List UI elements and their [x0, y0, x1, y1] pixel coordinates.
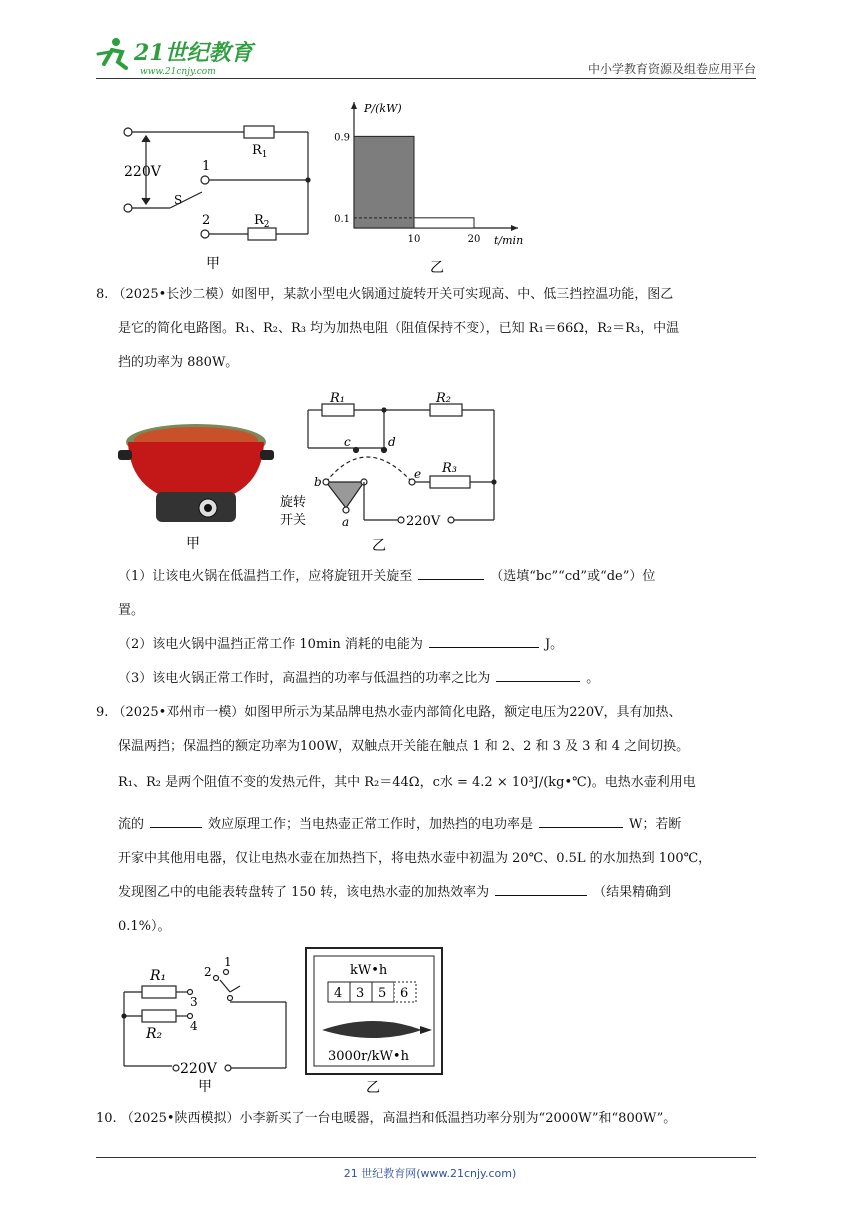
q9-fig-yi: 乙: [366, 1080, 380, 1096]
page-header: [96, 30, 756, 80]
q8-line2: 是它的简化电路图。R₁、R₂、R₃ 均为加热电阻（阻值保持不变），已知 R₁＝66Ω，R₂＝R₃，中温: [118, 321, 680, 336]
chart-bar-2: [414, 218, 474, 228]
q8-r3-label: R₃: [442, 461, 457, 476]
meter-constant: 3000r/kW•h: [328, 1049, 409, 1064]
q8-sub3-text-a: （3）该电火锅正常工作时，高温挡的功率与低温挡的功率之比为: [118, 671, 491, 686]
logo-text: 21世纪教育: [134, 40, 253, 66]
top-fig-jia: 甲: [206, 256, 220, 272]
q8-r1-label: R₁: [330, 391, 345, 406]
top-switch-label: S: [174, 193, 183, 207]
q8-sub2-text-b: J。: [544, 637, 564, 652]
footer-text: 21 世纪教育网(www.21cnjy.com): [343, 1167, 517, 1180]
q8-sub3: [118, 668, 768, 690]
q9-line2: 保温两挡；保温挡的额定功率为100W，双触点开关能在触点 1 和 2、2 和 3 及 3 和 4 之间切换。: [118, 739, 690, 754]
footer-divider: [96, 1157, 756, 1158]
q8-circuit: [308, 404, 496, 523]
chart-bar-1: [354, 136, 414, 228]
q9-blank-2[interactable]: [539, 815, 623, 828]
q8-line3: 挡的功率为 880W。: [118, 355, 239, 370]
q9-line4-c: W；若断: [629, 817, 682, 832]
q8-r2-label: R₂: [436, 391, 451, 406]
q8-fig-jia: 甲: [186, 536, 200, 552]
platform-name: 中小学教育资源及组卷应用平台: [587, 62, 756, 76]
q10-line1: 10. （2025•陕西模拟）小李新买了一台电暖器，高温挡和低温挡功率分别为“2000W”和“800W”。: [96, 1111, 677, 1126]
q8-a-label: a: [342, 515, 350, 529]
logo-url: www.21cnjy.com: [140, 67, 216, 77]
q8-sub3-text-b: 。: [586, 671, 600, 686]
q8-knob-label-2: 开关: [280, 513, 307, 528]
q9-n1-label: 1: [224, 955, 232, 969]
q9-circuit: [122, 970, 286, 1072]
top-r2-label: $R_2$: [254, 213, 270, 230]
q9-figure: [116, 946, 446, 1096]
meter-digit-4: 6: [400, 986, 409, 1001]
q8-sub2: [118, 634, 768, 656]
top-pos2-label: 2: [202, 213, 211, 228]
q9-r1-label: R₁: [150, 968, 167, 984]
top-figure: [110, 92, 550, 277]
q9-n3-label: 3: [190, 995, 198, 1009]
q9-line4-b: 效应原理工作；当电热壶正常工作时，加热挡的电功率是: [208, 817, 534, 832]
chart-x-tick-1: 10: [407, 234, 421, 245]
top-fig-yi: 乙: [430, 260, 444, 276]
chart-y-label: P/(kW): [364, 102, 402, 115]
q8-sub1-blank[interactable]: [418, 567, 484, 580]
q8-c-label: c: [344, 435, 351, 449]
q8-sub1-text-b: （选填“bc”“cd”或“de”）位: [490, 569, 656, 584]
q8-line1: 8. （2025•长沙二模）如图甲，某款小型电火锅通过旋转开关可实现高、中、低三挡控温功能，图乙: [96, 287, 674, 302]
q9-line4-a: 流的: [118, 817, 145, 832]
top-pos1-label: 1: [202, 159, 211, 174]
q9-line1: 9. （2025•邓州市一模）如图甲所示为某品牌电热水壶内部简化电路，额定电压为220V，具有加热、: [96, 705, 682, 720]
chart-x-tick-2: 20: [467, 234, 481, 245]
q8-d-label: d: [388, 435, 396, 449]
q9-line4: [118, 814, 768, 836]
q8-sub1-text-a: （1）让该电火锅在低温挡工作，应将旋钮开关旋至: [118, 569, 413, 584]
q9-n4-label: 4: [190, 1019, 198, 1033]
q8-sub3-blank[interactable]: [496, 669, 580, 682]
q9-line6-b: （结果精确到: [593, 885, 672, 900]
q9-fig-jia: 甲: [198, 1079, 212, 1095]
q9-line6-a: 发现图乙中的电能表转盘转了 150 转，该电热水壶的加热效率为: [118, 885, 490, 900]
meter-digit-3: 5: [378, 986, 387, 1001]
runner-icon: [98, 38, 126, 68]
top-voltage-label: 220V: [124, 164, 161, 180]
header-divider: [96, 78, 756, 79]
q8-knob-label-1: 旋转: [280, 495, 307, 510]
top-circuit: [124, 126, 310, 240]
hotpot-image: [118, 424, 274, 522]
chart-y-tick-2: 0.1: [334, 213, 350, 225]
chart-x-arrow: [511, 225, 518, 231]
meter-digit-2: 3: [356, 986, 365, 1001]
q8-sub2-text-a: （2）该电火锅中温挡正常工作 10min 消耗的电能为: [118, 637, 423, 652]
q9-line3: R₁、R₂ 是两个阻值不变的发热元件，其中 R₂＝44Ω，c水 = 4.2 × 10³J/(kg•℃)。电热水壶利用电: [118, 775, 696, 790]
q8-sub1-line2: 置。: [118, 603, 145, 618]
q8-figure: [116, 380, 516, 555]
q8-e-label: e: [414, 467, 422, 481]
q9-line7: 0.1%）。: [118, 919, 171, 934]
q8-b-label: b: [314, 475, 322, 489]
chart-y-tick-1: 0.9: [334, 132, 350, 144]
q9-voltage-label: 220V: [180, 1061, 217, 1077]
q9-line6: [118, 882, 768, 904]
q8-sub1-line1: [118, 566, 768, 588]
q9-n2-label: 2: [204, 965, 212, 979]
power-time-chart: [334, 102, 523, 247]
q9-r2-label: R₂: [146, 1026, 163, 1042]
q8-fig-yi: 乙: [372, 538, 386, 554]
top-r1-label: $R_1$: [252, 143, 268, 160]
chart-x-label: t/min: [494, 234, 524, 247]
q9-blank-3[interactable]: [495, 883, 587, 896]
q8-voltage-label: 220V: [406, 514, 441, 529]
meter-unit: kW•h: [350, 963, 388, 978]
chart-y-arrow: [351, 102, 357, 109]
meter-digit-1: 4: [334, 986, 343, 1001]
q9-line5: 开家中其他用电器，仅让电热水壶在加热挡下，将电热水壶中初温为 20℃、0.5L 的水加热到 100℃，: [118, 851, 712, 866]
q9-blank-1[interactable]: [150, 815, 202, 828]
q8-sub2-blank[interactable]: [429, 635, 539, 648]
site-logo: [96, 34, 266, 78]
